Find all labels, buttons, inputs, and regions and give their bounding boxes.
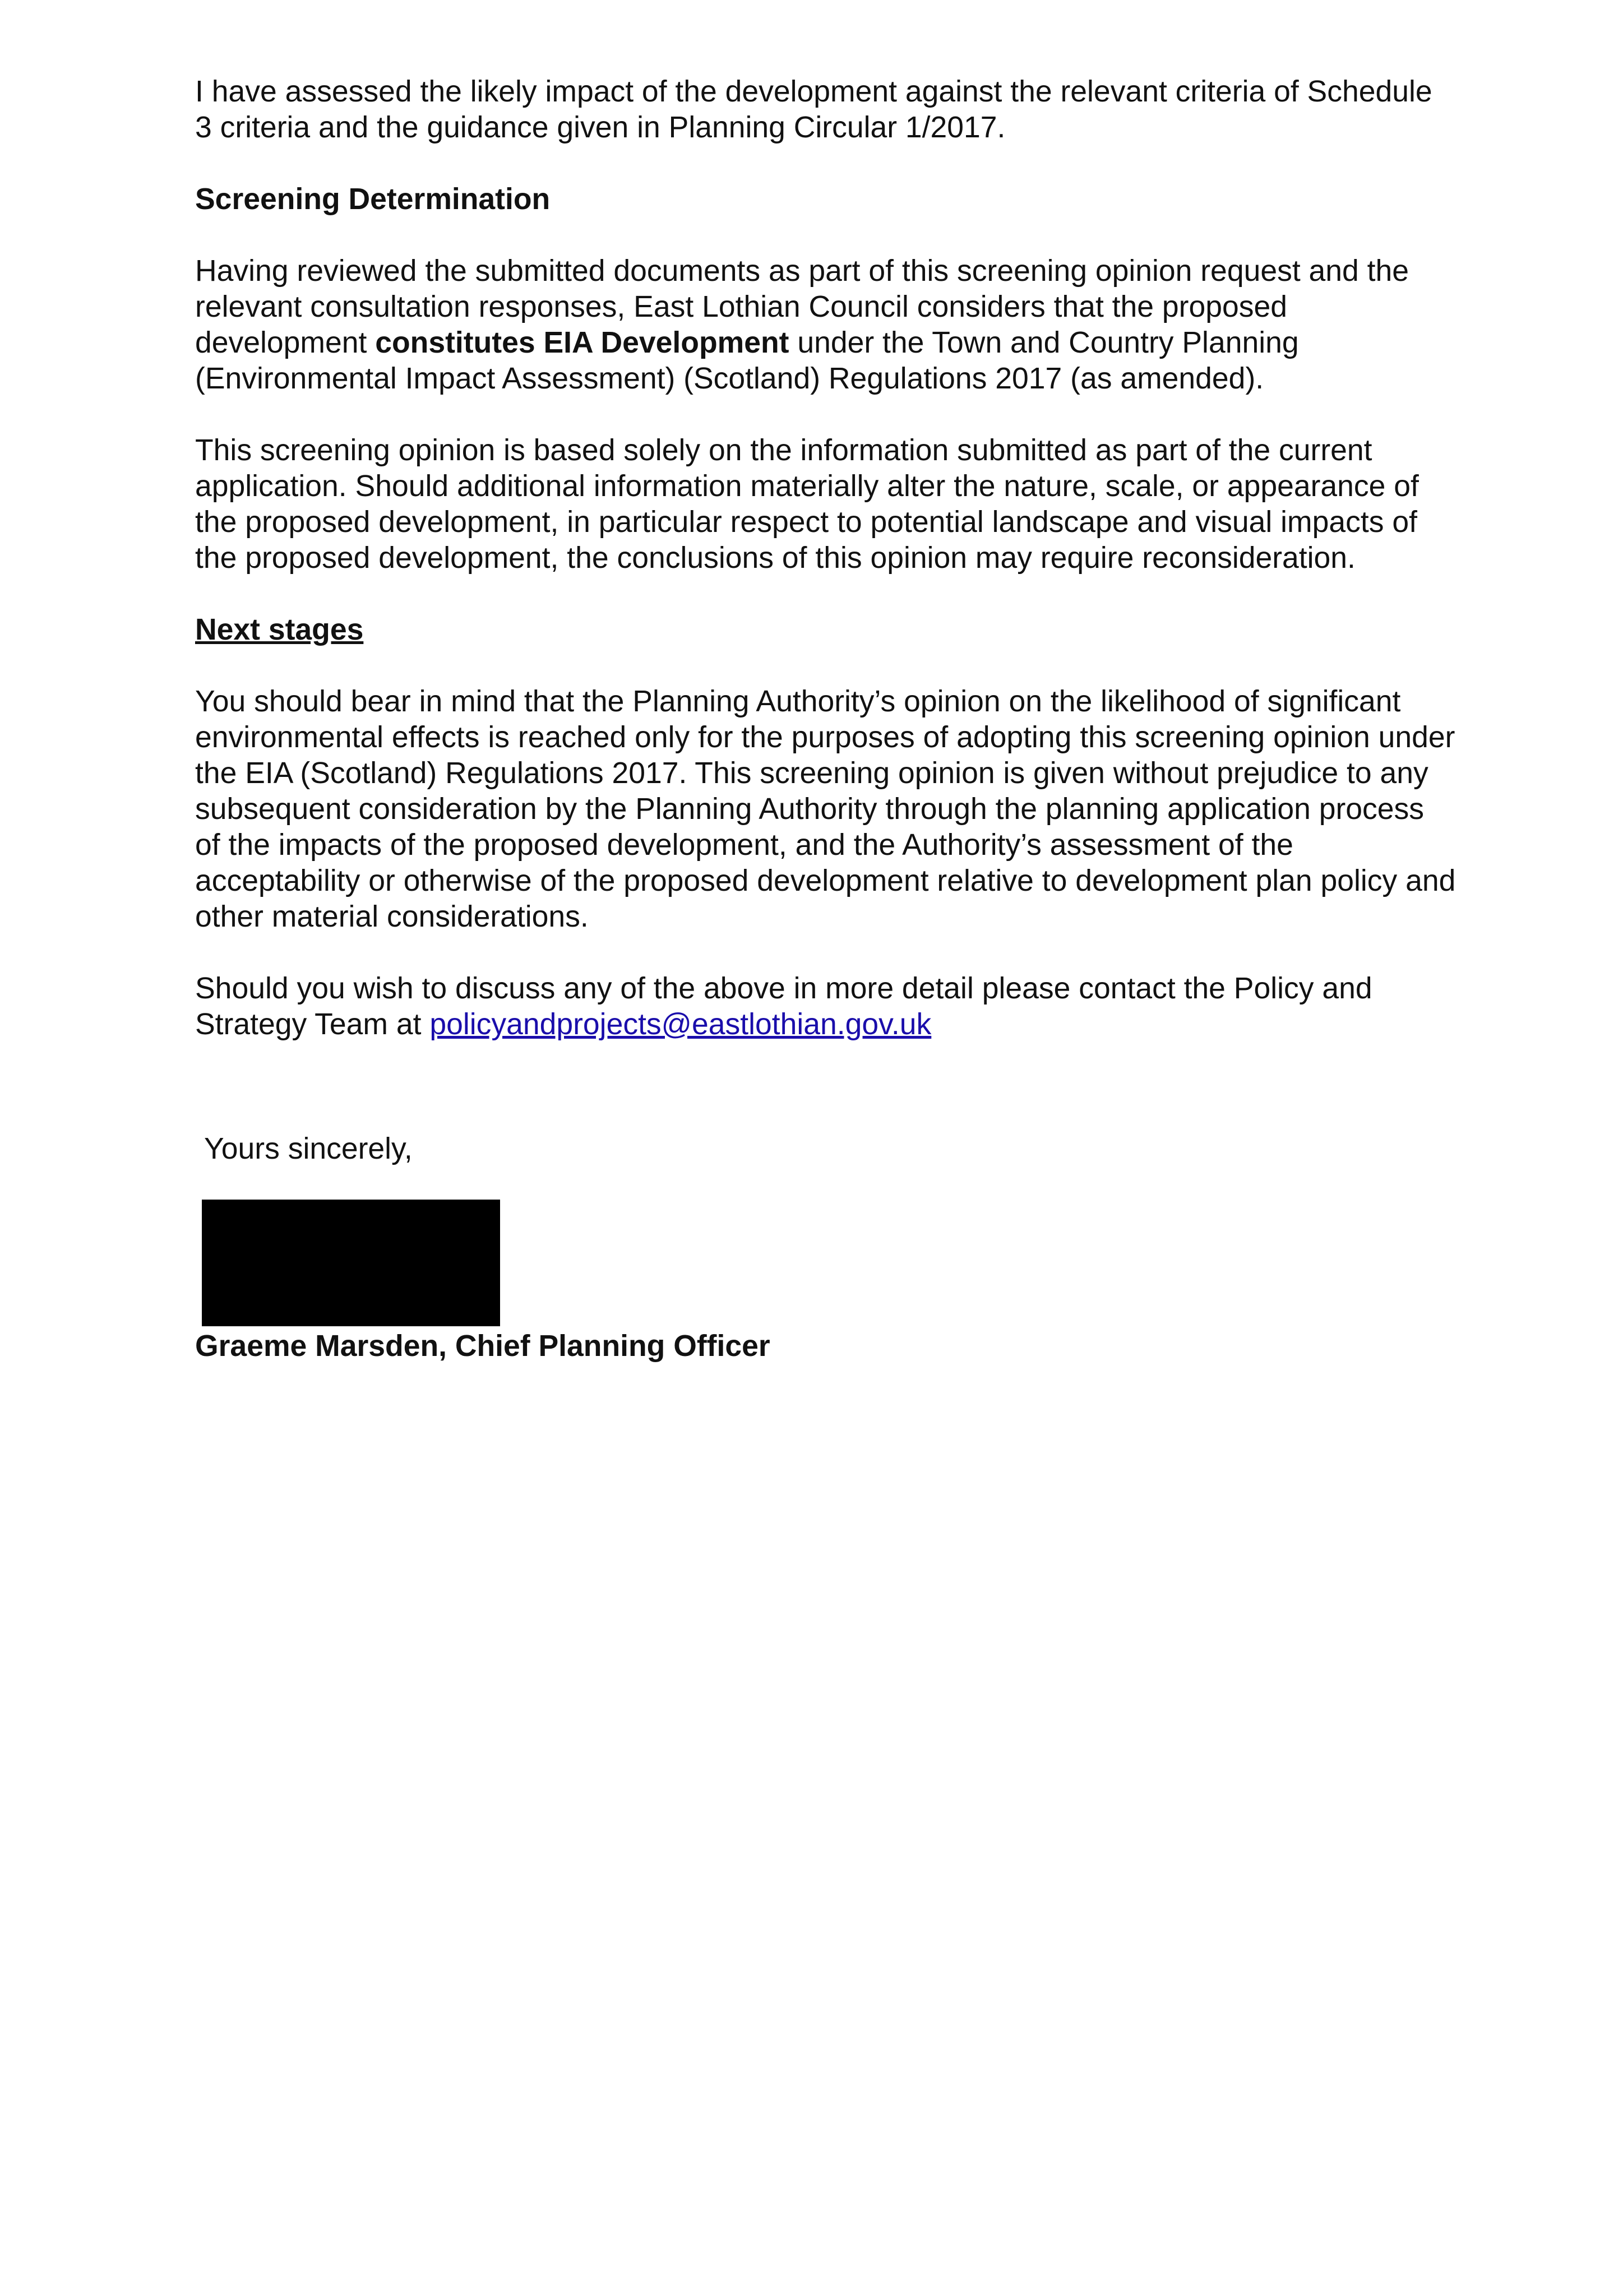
determination-text-before: Having reviewed the submitted documents as part of this screening opinion request and the relevant consultation responses, East Lothian Council considers that the proposed development xyxy=(195,254,1409,359)
signatory-name: Graeme Marsden, Chief Planning Officer xyxy=(195,1330,770,1363)
determination-text-after: under the Town and Country Planning (Environmental Impact Assessment) (Scotland) Regulations 2017 (as amended). xyxy=(195,326,1299,395)
contact-paragraph xyxy=(195,971,1456,1043)
closing-salutation: Yours sincerely, xyxy=(204,1132,413,1165)
determination-paragraph xyxy=(195,253,1456,397)
contact-email-link[interactable]: policyandprojects@eastlothian.gov.uk xyxy=(429,1008,932,1041)
basis-paragraph: This screening opinion is based solely on the information submitted as part of the current application. Should additional information materially alter the nature, scale, or appearance of the proposed development, in particular respect to potential landscape and visual impacts of the proposed development, the conclusions of this opinion may require reconsideration. xyxy=(195,434,1419,575)
redacted-signature xyxy=(202,1200,500,1326)
next-stages-heading: Next stages xyxy=(195,613,364,646)
letter-body xyxy=(195,74,1456,1078)
screening-determination-heading: Screening Determination xyxy=(195,183,551,216)
determination-bold-text: constitutes EIA Development xyxy=(375,326,789,359)
next-stages-paragraph: You should bear in mind that the Planning Authority’s opinion on the likelihood of significant environmental effects is reached only for the purposes of adopting this screening opinion under the EIA (Scotland) Regulations 2017. This screening opinion is given without prejudice to any subsequent consideration by the Planning Authority through the planning application process of the impacts of the proposed development, and the Authority’s assessment of the acceptability or otherwise of the proposed development relative to development plan policy and other material considerations. xyxy=(195,685,1456,933)
intro-paragraph: I have assessed the likely impact of the development against the relevant criteria of Schedule 3 criteria and the guidance given in Planning Circular 1/2017. xyxy=(195,75,1432,144)
contact-text: Should you wish to discuss any of the above in more detail please contact the Policy and Strategy Team at xyxy=(195,972,1372,1041)
